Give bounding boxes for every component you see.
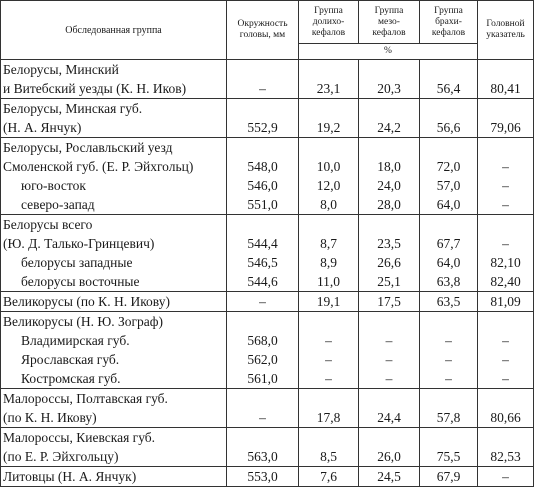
cell-circumference: [227, 138, 299, 158]
row-name: северо-запад: [1, 195, 227, 215]
cell-meso: 24,5: [359, 467, 420, 487]
cell-brachy: –: [420, 369, 478, 389]
cell-meso: [359, 99, 420, 119]
table-row: [1, 467, 534, 487]
row-name: Костромская губ.: [1, 369, 227, 389]
table-body: [1, 60, 534, 487]
cell-brachy: 57,8: [420, 408, 478, 428]
cell-brachy: 63,5: [420, 292, 478, 312]
row-name: юго-восток: [1, 176, 227, 195]
cell-circumference: –: [227, 408, 299, 428]
cell-meso: 18,0: [359, 157, 420, 176]
cell-index: 80,41: [478, 79, 534, 99]
row-name: Белорусы всего: [1, 215, 227, 235]
cell-meso: [359, 138, 420, 158]
cell-meso: 17,5: [359, 292, 420, 312]
row-name: Малороссы, Полтавская губ.: [1, 389, 227, 409]
cell-meso: 23,5: [359, 234, 420, 253]
cell-brachy: –: [420, 350, 478, 369]
cell-brachy: 75,5: [420, 447, 478, 467]
header-brachy: Группа брахи- кефалов: [420, 1, 478, 44]
cell-meso: 26,0: [359, 447, 420, 467]
table-row: [1, 350, 534, 369]
table-row: [1, 389, 534, 409]
row-name: (Н. А. Янчук): [1, 118, 227, 138]
cell-dolicho: [299, 60, 359, 80]
cell-circumference: 553,0: [227, 467, 299, 487]
row-name: Литовцы (Н. А. Янчук): [1, 467, 227, 487]
cell-dolicho: 19,1: [299, 292, 359, 312]
cell-circumference: 546,0: [227, 176, 299, 195]
cell-meso: 24,0: [359, 176, 420, 195]
table-row: [1, 272, 534, 292]
cell-meso: [359, 312, 420, 332]
cell-brachy: [420, 389, 478, 409]
cell-circumference: [227, 389, 299, 409]
cell-brachy: –: [420, 331, 478, 350]
table-header: [1, 1, 534, 60]
row-name: и Витебский уезды (К. Н. Иков): [1, 79, 227, 99]
cell-brachy: 67,9: [420, 467, 478, 487]
table-row: [1, 79, 534, 99]
cell-circumference: 551,0: [227, 195, 299, 215]
cell-index: –: [478, 176, 534, 195]
header-percent: %: [299, 44, 478, 60]
cell-index: [478, 99, 534, 119]
cell-brachy: 64,0: [420, 253, 478, 272]
cell-index: [478, 389, 534, 409]
table-row: [1, 447, 534, 467]
cell-index: –: [478, 157, 534, 176]
cell-brachy: [420, 60, 478, 80]
cell-meso: [359, 60, 420, 80]
cell-index: 82,40: [478, 272, 534, 292]
cell-dolicho: [299, 428, 359, 448]
cell-brachy: 64,0: [420, 195, 478, 215]
cell-circumference: 568,0: [227, 331, 299, 350]
cell-dolicho: 19,2: [299, 118, 359, 138]
cell-meso: [359, 215, 420, 235]
cell-dolicho: 17,8: [299, 408, 359, 428]
table-row: [1, 195, 534, 215]
table-row: [1, 215, 534, 235]
row-name: Смоленской губ. (Е. Р. Эйхгольц): [1, 157, 227, 176]
row-name: Великорусы (по К. Н. Икову): [1, 292, 227, 312]
cell-circumference: –: [227, 79, 299, 99]
cell-brachy: [420, 428, 478, 448]
cell-brachy: 67,7: [420, 234, 478, 253]
cell-index: [478, 215, 534, 235]
cell-index: –: [478, 195, 534, 215]
row-name: Владимирская губ.: [1, 331, 227, 350]
cell-dolicho: 8,7: [299, 234, 359, 253]
cell-index: –: [478, 331, 534, 350]
cell-meso: –: [359, 350, 420, 369]
cell-dolicho: 8,0: [299, 195, 359, 215]
cell-meso: 25,1: [359, 272, 420, 292]
header-index: Головной указатель: [478, 1, 534, 60]
table-row: [1, 292, 534, 312]
table-row: [1, 118, 534, 138]
cell-meso: 26,6: [359, 253, 420, 272]
cell-brachy: 63,8: [420, 272, 478, 292]
cell-circumference: –: [227, 292, 299, 312]
cell-dolicho: –: [299, 331, 359, 350]
cell-meso: 24,4: [359, 408, 420, 428]
cell-index: –: [478, 467, 534, 487]
header-meso: Группа мезо- кефалов: [359, 1, 420, 44]
cell-circumference: 546,5: [227, 253, 299, 272]
cell-index: –: [478, 369, 534, 389]
cell-circumference: 548,0: [227, 157, 299, 176]
cell-dolicho: –: [299, 369, 359, 389]
cell-circumference: 544,4: [227, 234, 299, 253]
table-row: [1, 99, 534, 119]
cell-brachy: [420, 215, 478, 235]
cell-circumference: 563,0: [227, 447, 299, 467]
cell-meso: –: [359, 369, 420, 389]
cell-meso: 28,0: [359, 195, 420, 215]
cell-meso: 24,2: [359, 118, 420, 138]
cell-circumference: 561,0: [227, 369, 299, 389]
cell-brachy: 72,0: [420, 157, 478, 176]
table-row: [1, 176, 534, 195]
cell-index: 81,09: [478, 292, 534, 312]
cell-dolicho: 7,6: [299, 467, 359, 487]
header-group: Обследованная группа: [1, 1, 227, 60]
row-name: Белорусы, Рославльский уезд: [1, 138, 227, 158]
cell-circumference: [227, 428, 299, 448]
cell-circumference: [227, 215, 299, 235]
cell-dolicho: [299, 138, 359, 158]
table-row: [1, 369, 534, 389]
cell-dolicho: 8,9: [299, 253, 359, 272]
cell-circumference: 562,0: [227, 350, 299, 369]
cell-brachy: 56,4: [420, 79, 478, 99]
cell-brachy: [420, 99, 478, 119]
cell-circumference: 544,6: [227, 272, 299, 292]
cell-brachy: [420, 138, 478, 158]
cell-index: 80,66: [478, 408, 534, 428]
table-row: [1, 331, 534, 350]
cell-dolicho: [299, 215, 359, 235]
table-row: [1, 60, 534, 80]
cell-circumference: [227, 60, 299, 80]
row-name: Белорусы, Минская губ.: [1, 99, 227, 119]
cell-dolicho: –: [299, 350, 359, 369]
cell-index: [478, 428, 534, 448]
row-name: (Ю. Д. Талько-Гринцевич): [1, 234, 227, 253]
cell-dolicho: 8,5: [299, 447, 359, 467]
cell-brachy: 56,6: [420, 118, 478, 138]
cell-index: –: [478, 350, 534, 369]
table-row: [1, 312, 534, 332]
table-row: [1, 428, 534, 448]
cell-index: 82,53: [478, 447, 534, 467]
table-row: [1, 408, 534, 428]
cell-meso: 20,3: [359, 79, 420, 99]
header-dolicho: Группа долихо- кефалов: [299, 1, 359, 44]
cell-dolicho: 10,0: [299, 157, 359, 176]
cell-dolicho: 12,0: [299, 176, 359, 195]
row-name: Белорусы, Минский: [1, 60, 227, 80]
cell-meso: –: [359, 331, 420, 350]
row-name: Великорусы (Н. Ю. Зограф): [1, 312, 227, 332]
cell-circumference: [227, 312, 299, 332]
table-row: [1, 157, 534, 176]
cell-circumference: [227, 99, 299, 119]
row-name: белорусы западные: [1, 253, 227, 272]
cell-index: [478, 60, 534, 80]
cell-index: 82,10: [478, 253, 534, 272]
row-name: (по Е. Р. Эйхгольцу): [1, 447, 227, 467]
cell-meso: [359, 389, 420, 409]
cell-index: [478, 138, 534, 158]
cell-dolicho: 11,0: [299, 272, 359, 292]
cell-dolicho: [299, 99, 359, 119]
cell-brachy: 57,0: [420, 176, 478, 195]
cell-index: [478, 312, 534, 332]
header-circumference: Окружность головы, мм: [227, 1, 299, 60]
cell-dolicho: 23,1: [299, 79, 359, 99]
cell-dolicho: [299, 312, 359, 332]
table-row: [1, 234, 534, 253]
row-name: Ярославская губ.: [1, 350, 227, 369]
cell-index: 79,06: [478, 118, 534, 138]
cell-dolicho: [299, 389, 359, 409]
cell-circumference: 552,9: [227, 118, 299, 138]
table-row: [1, 138, 534, 158]
cell-meso: [359, 428, 420, 448]
cell-index: –: [478, 234, 534, 253]
cell-brachy: [420, 312, 478, 332]
row-name: Малороссы, Киевская губ.: [1, 428, 227, 448]
table-row: [1, 253, 534, 272]
row-name: белорусы восточные: [1, 272, 227, 292]
row-name: (по К. Н. Икову): [1, 408, 227, 428]
